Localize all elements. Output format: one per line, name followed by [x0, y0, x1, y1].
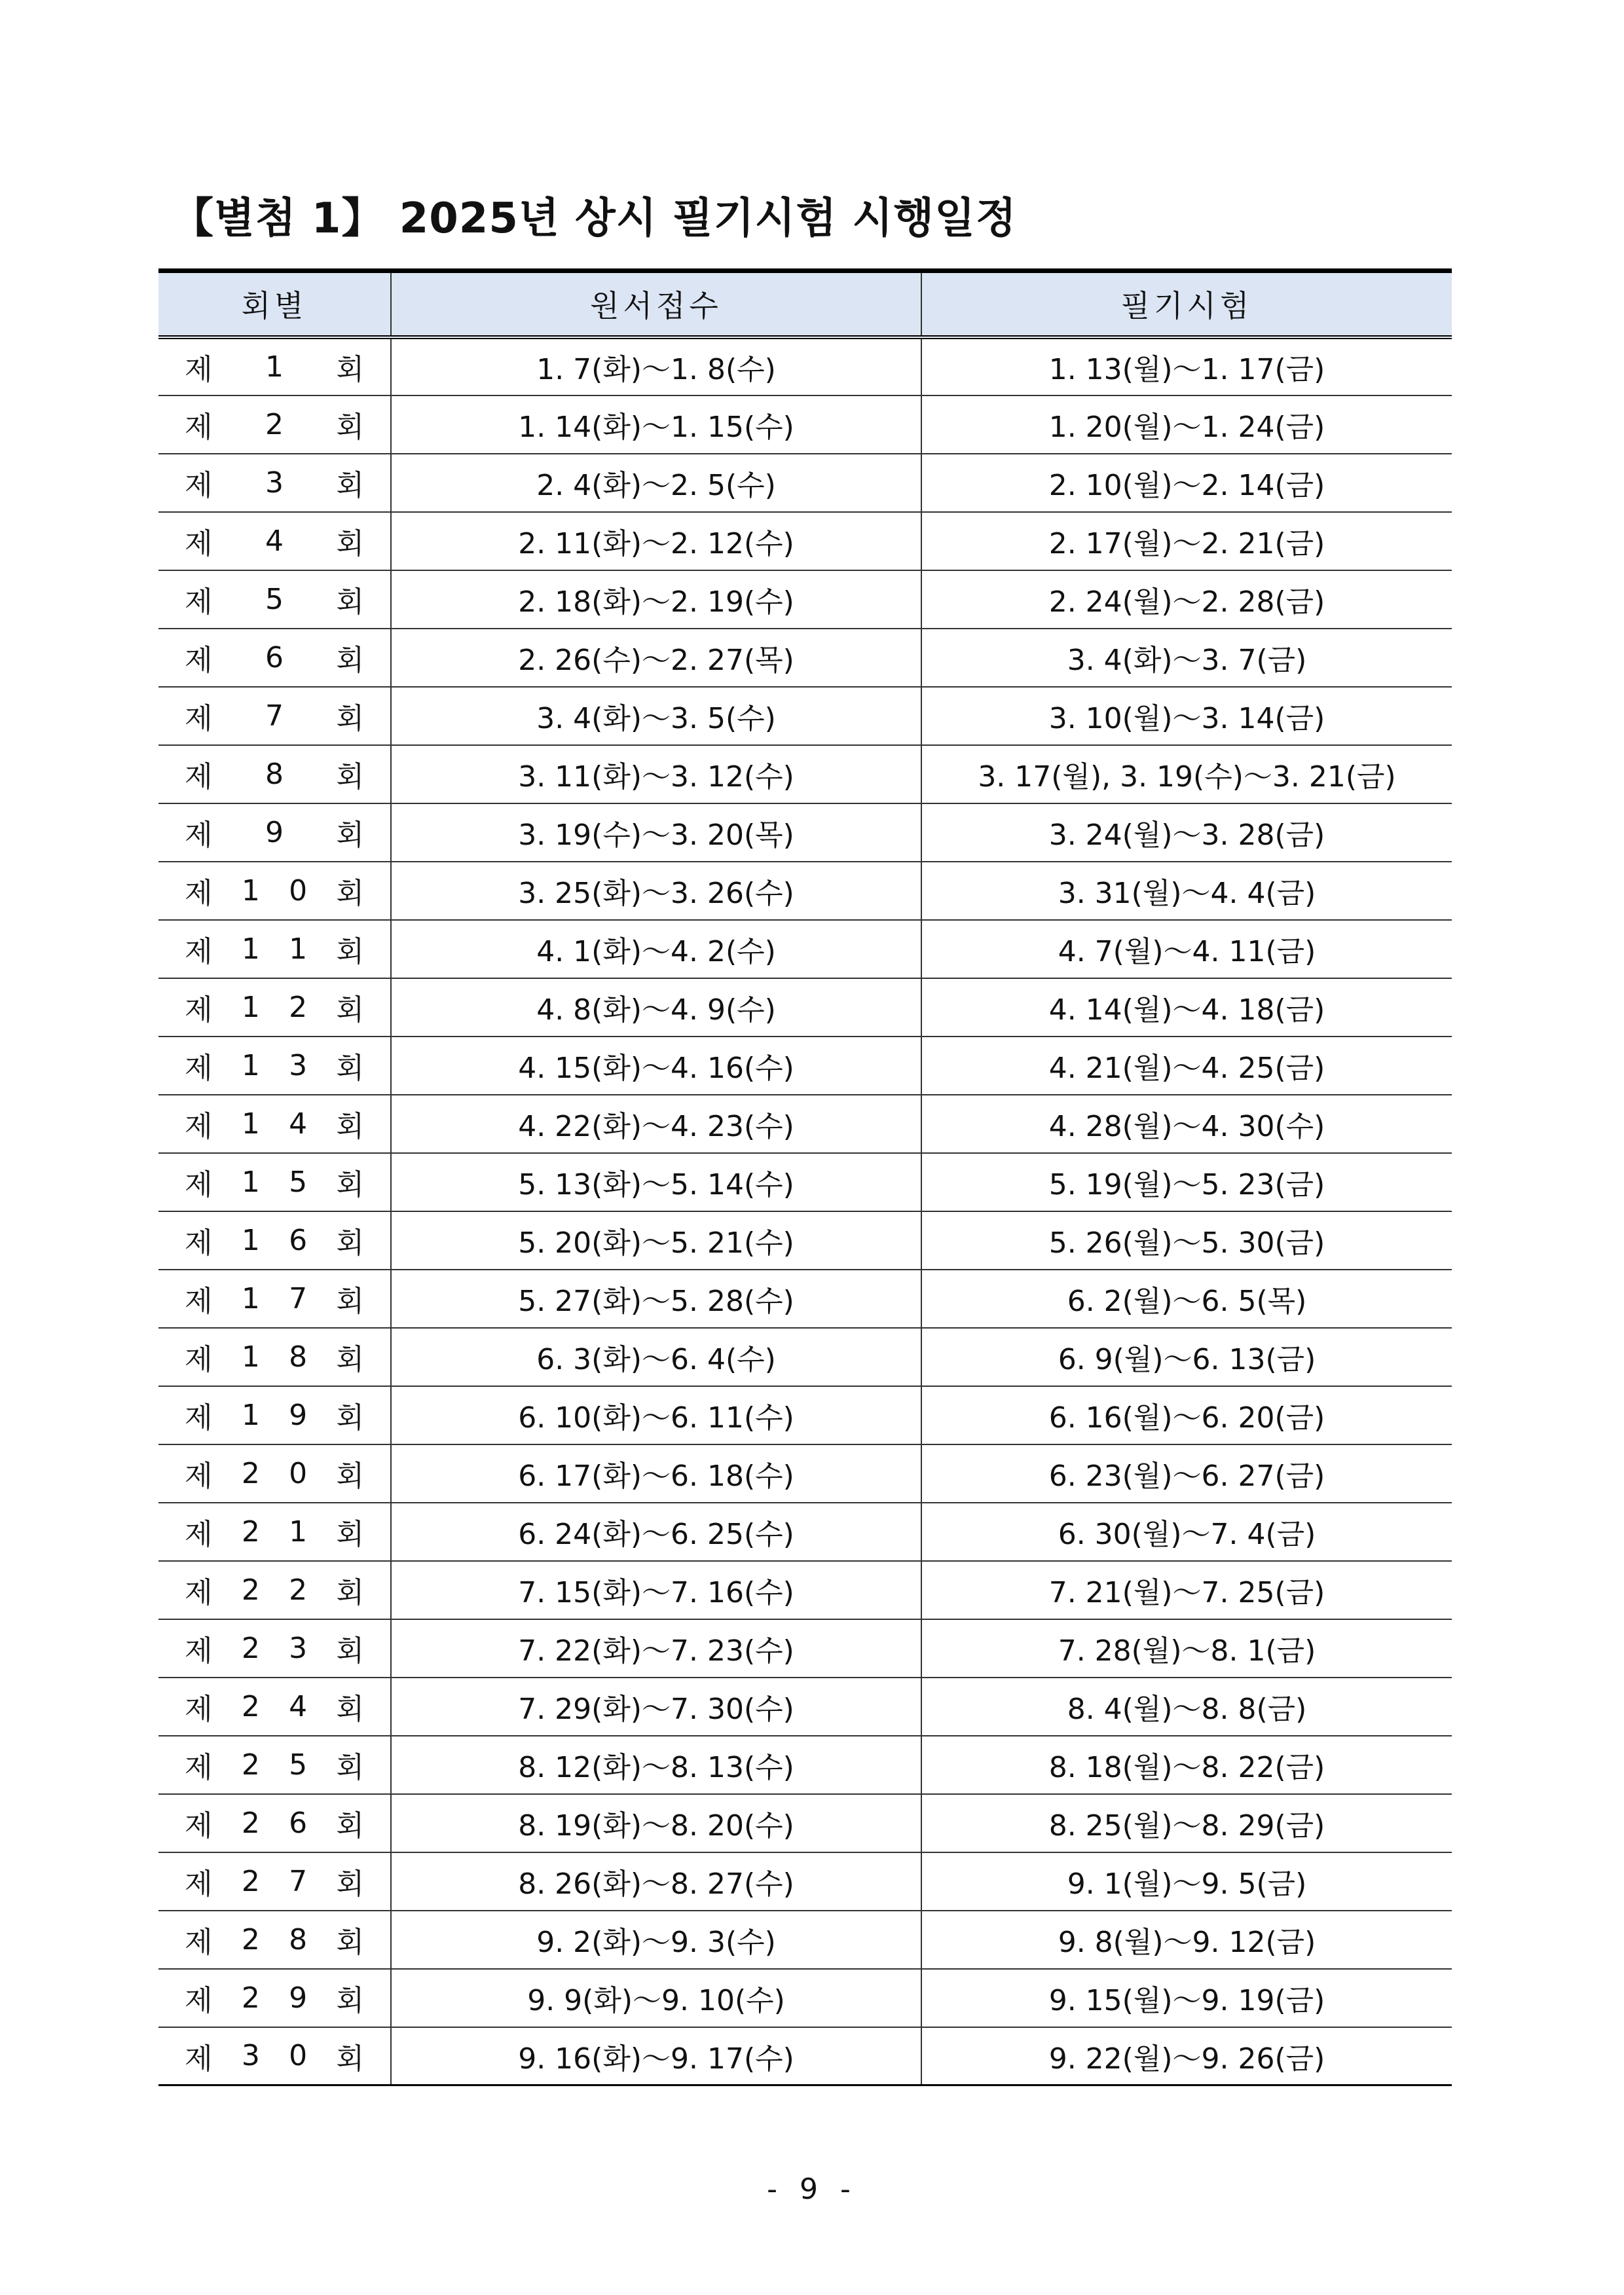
table-row	[158, 1211, 1452, 1270]
round-label	[185, 1802, 364, 1844]
round-char: 회	[336, 818, 364, 852]
round-label	[185, 1744, 364, 1786]
round-char: 회	[336, 1052, 364, 1085]
round-cell	[158, 1678, 391, 1736]
application-period: 4. 1(화)～4. 2(수)	[391, 920, 921, 978]
round-char: 9	[289, 1981, 308, 2015]
application-period: 6. 17(화)～6. 18(수)	[391, 1444, 921, 1503]
exam-period: 4. 28(월)～4. 30(수)	[921, 1095, 1452, 1153]
round-char: 회	[336, 469, 364, 502]
round-char: 회	[336, 411, 364, 444]
round-char: 1	[241, 1281, 260, 1315]
round-char: 회	[336, 1460, 364, 1493]
round-char: 2	[241, 1689, 260, 1723]
application-period: 4. 8(화)～4. 9(수)	[391, 978, 921, 1037]
table-row	[158, 2027, 1452, 2085]
exam-period: 5. 26(월)～5. 30(금)	[921, 1211, 1452, 1270]
application-period: 2. 18(화)～2. 19(수)	[391, 570, 921, 629]
round-cell	[158, 803, 391, 862]
round-char: 제	[185, 818, 213, 852]
page-number: - 9 -	[767, 2173, 857, 2206]
round-char: 제	[185, 1693, 213, 1726]
round-cell	[158, 512, 391, 570]
round-char: 회	[336, 1809, 364, 1843]
exam-period: 6. 2(월)～6. 5(목)	[921, 1270, 1452, 1328]
exam-period: 9. 1(월)～9. 5(금)	[921, 1852, 1452, 1911]
round-char: 회	[336, 1693, 364, 1726]
round-char: 제	[185, 1110, 213, 1143]
round-char: 제	[185, 1867, 213, 1901]
round-cell	[158, 1794, 391, 1852]
application-period: 2. 11(화)～2. 12(수)	[391, 512, 921, 570]
round-label	[185, 1977, 364, 2019]
round-char: 회	[336, 935, 364, 968]
exam-period: 3. 4(화)～3. 7(금)	[921, 629, 1452, 687]
round-char: 1	[241, 1223, 260, 1257]
table-row	[158, 1911, 1452, 1969]
table-body	[158, 337, 1452, 2085]
exam-period: 2. 10(월)～2. 14(금)	[921, 454, 1452, 512]
round-char: 제	[185, 877, 213, 910]
exam-period: 9. 15(월)～9. 19(금)	[921, 1969, 1452, 2027]
round-cell	[158, 1153, 391, 1211]
round-char: 회	[336, 1518, 364, 1551]
round-char: 5	[265, 582, 284, 616]
round-label	[185, 1394, 364, 1436]
round-cell	[158, 1386, 391, 1444]
exam-period: 8. 18(월)～8. 22(금)	[921, 1736, 1452, 1794]
round-cell	[158, 1619, 391, 1678]
application-period: 9. 9(화)～9. 10(수)	[391, 1969, 921, 2027]
table-row	[158, 803, 1452, 862]
round-cell	[158, 978, 391, 1037]
round-char: 2	[241, 1922, 260, 1956]
round-char: 2	[241, 1456, 260, 1490]
application-period: 6. 24(화)～6. 25(수)	[391, 1503, 921, 1561]
exam-period: 3. 17(월), 3. 19(수)～3. 21(금)	[921, 745, 1452, 803]
round-label	[185, 1511, 364, 1552]
exam-period: 9. 22(월)～9. 26(금)	[921, 2027, 1452, 2085]
round-label	[185, 636, 364, 678]
application-period: 4. 22(화)～4. 23(수)	[391, 1095, 921, 1153]
round-char: 제	[185, 935, 213, 968]
round-char: 회	[336, 760, 364, 794]
application-period: 3. 4(화)～3. 5(수)	[391, 687, 921, 745]
round-char: 0	[289, 2039, 308, 2073]
round-label	[185, 1569, 364, 1611]
round-char: 제	[185, 1518, 213, 1551]
round-label	[185, 578, 364, 620]
round-label	[185, 1860, 364, 1902]
exam-period: 8. 4(월)～8. 8(금)	[921, 1678, 1452, 1736]
header-exam: 필기시험	[921, 271, 1452, 337]
round-char: 회	[336, 1984, 364, 2017]
application-period: 3. 19(수)～3. 20(목)	[391, 803, 921, 862]
round-label	[185, 346, 364, 388]
round-char: 제	[185, 411, 213, 444]
header-round: 회별	[158, 271, 391, 337]
exam-period: 6. 23(월)～6. 27(금)	[921, 1444, 1452, 1503]
round-label	[185, 695, 364, 737]
round-char: 회	[336, 993, 364, 1027]
table-row	[158, 745, 1452, 803]
round-cell	[158, 1270, 391, 1328]
round-label	[185, 1336, 364, 1378]
round-label	[185, 1161, 364, 1203]
round-cell	[158, 570, 391, 629]
table-row	[158, 1678, 1452, 1736]
table-row	[158, 1736, 1452, 1794]
round-char: 제	[185, 1401, 213, 1435]
round-char: 회	[336, 1110, 364, 1143]
exam-period: 6. 30(월)～7. 4(금)	[921, 1503, 1452, 1561]
table-row	[158, 862, 1452, 920]
round-char: 8	[289, 1922, 308, 1956]
exam-period: 3. 10(월)～3. 14(금)	[921, 687, 1452, 745]
round-char: 회	[336, 1285, 364, 1318]
exam-period: 2. 17(월)～2. 21(금)	[921, 512, 1452, 570]
application-period: 4. 15(화)～4. 16(수)	[391, 1037, 921, 1095]
exam-period: 9. 8(월)～9. 12(금)	[921, 1911, 1452, 1969]
round-label	[185, 870, 364, 911]
round-cell	[158, 1503, 391, 1561]
round-char: 2	[241, 1748, 260, 1782]
round-char: 제	[185, 1576, 213, 1609]
table-row	[158, 454, 1452, 512]
round-char: 0	[289, 1456, 308, 1490]
table-row	[158, 1852, 1452, 1911]
table-row	[158, 1969, 1452, 2027]
round-label	[185, 1044, 364, 1086]
application-period: 2. 4(화)～2. 5(수)	[391, 454, 921, 512]
application-period: 8. 26(화)～8. 27(수)	[391, 1852, 921, 1911]
round-char: 1	[265, 350, 284, 384]
application-period: 3. 25(화)～3. 26(수)	[391, 862, 921, 920]
round-label	[185, 1452, 364, 1494]
round-char: 제	[185, 1984, 213, 2017]
round-cell	[158, 862, 391, 920]
application-period: 9. 2(화)～9. 3(수)	[391, 1911, 921, 1969]
round-label	[185, 1103, 364, 1145]
table-row	[158, 629, 1452, 687]
round-char: 회	[336, 1226, 364, 1260]
round-char: 6	[289, 1806, 308, 1840]
round-char: 2	[241, 1573, 260, 1607]
round-char: 회	[336, 702, 364, 735]
round-char: 2	[289, 990, 308, 1024]
round-char: 회	[336, 1343, 364, 1376]
round-char: 제	[185, 1809, 213, 1843]
round-label	[185, 1685, 364, 1727]
round-char: 제	[185, 1460, 213, 1493]
table-row	[158, 1153, 1452, 1211]
application-period: 6. 10(화)～6. 11(수)	[391, 1386, 921, 1444]
round-cell	[158, 687, 391, 745]
round-char: 회	[336, 1401, 364, 1435]
round-char: 제	[185, 585, 213, 619]
table-row	[158, 687, 1452, 745]
round-char: 3	[289, 1048, 308, 1082]
application-period: 2. 26(수)～2. 27(목)	[391, 629, 921, 687]
round-char: 제	[185, 2042, 213, 2076]
header-application: 원서접수	[391, 271, 921, 337]
exam-period: 2. 24(월)～2. 28(금)	[921, 570, 1452, 629]
round-cell	[158, 1211, 391, 1270]
round-label	[185, 753, 364, 795]
round-char: 회	[336, 353, 364, 386]
round-char: 제	[185, 760, 213, 794]
round-char: 1	[289, 932, 308, 966]
round-cell	[158, 1852, 391, 1911]
round-char: 2	[241, 1806, 260, 1840]
round-cell	[158, 2027, 391, 2085]
round-char: 2	[265, 407, 284, 441]
round-char: 1	[241, 1340, 260, 1374]
exam-period: 3. 24(월)～3. 28(금)	[921, 803, 1452, 862]
table-row	[158, 1619, 1452, 1678]
table-row	[158, 1444, 1452, 1503]
round-cell	[158, 395, 391, 454]
round-char: 제	[185, 1343, 213, 1376]
application-period: 8. 12(화)～8. 13(수)	[391, 1736, 921, 1794]
round-char: 5	[289, 1165, 308, 1199]
round-char: 1	[289, 1515, 308, 1549]
round-char: 회	[336, 1576, 364, 1609]
round-char: 7	[289, 1864, 308, 1898]
round-char: 회	[336, 1751, 364, 1784]
exam-period: 4. 21(월)～4. 25(금)	[921, 1037, 1452, 1095]
round-char: 2	[241, 1864, 260, 1898]
round-char: 0	[289, 873, 308, 908]
table-row	[158, 1270, 1452, 1328]
table-row	[158, 920, 1452, 978]
table-row	[158, 395, 1452, 454]
round-label	[185, 403, 364, 445]
round-char: 회	[336, 527, 364, 560]
round-cell	[158, 454, 391, 512]
round-char: 제	[185, 1634, 213, 1668]
table-row	[158, 1503, 1452, 1561]
round-cell	[158, 1095, 391, 1153]
round-cell	[158, 1736, 391, 1794]
exam-period: 6. 16(월)～6. 20(금)	[921, 1386, 1452, 1444]
application-period: 1. 7(화)～1. 8(수)	[391, 337, 921, 395]
round-char: 제	[185, 1168, 213, 1202]
round-char: 회	[336, 2042, 364, 2076]
round-char: 7	[265, 699, 284, 733]
exam-period: 4. 7(월)～4. 11(금)	[921, 920, 1452, 978]
round-char: 회	[336, 585, 364, 619]
application-period: 7. 29(화)～7. 30(수)	[391, 1678, 921, 1736]
table-header-row	[158, 271, 1452, 337]
round-cell	[158, 1911, 391, 1969]
round-char: 회	[336, 877, 364, 910]
round-char: 1	[241, 873, 260, 908]
round-cell	[158, 1328, 391, 1386]
round-char: 회	[336, 1634, 364, 1668]
round-label	[185, 2035, 364, 2077]
exam-period: 1. 13(월)～1. 17(금)	[921, 337, 1452, 395]
round-char: 1	[241, 1107, 260, 1141]
round-label	[185, 811, 364, 853]
exam-period: 4. 14(월)～4. 18(금)	[921, 978, 1452, 1037]
round-label	[185, 1277, 364, 1319]
exam-period: 8. 25(월)～8. 29(금)	[921, 1794, 1452, 1852]
table-row	[158, 1386, 1452, 1444]
application-period: 5. 20(화)～5. 21(수)	[391, 1211, 921, 1270]
table-row	[158, 978, 1452, 1037]
exam-period: 7. 28(월)～8. 1(금)	[921, 1619, 1452, 1678]
application-period: 6. 3(화)～6. 4(수)	[391, 1328, 921, 1386]
exam-period: 6. 9(월)～6. 13(금)	[921, 1328, 1452, 1386]
table-row	[158, 337, 1452, 395]
round-char: 2	[241, 1631, 260, 1665]
application-period: 1. 14(화)～1. 15(수)	[391, 395, 921, 454]
application-period: 5. 13(화)～5. 14(수)	[391, 1153, 921, 1211]
round-char: 9	[289, 1398, 308, 1432]
round-label	[185, 1919, 364, 1960]
round-char: 제	[185, 527, 213, 560]
round-char: 5	[289, 1748, 308, 1782]
table-row	[158, 1561, 1452, 1619]
exam-period: 5. 19(월)～5. 23(금)	[921, 1153, 1452, 1211]
application-period: 9. 16(화)～9. 17(수)	[391, 2027, 921, 2085]
round-char: 1	[241, 990, 260, 1024]
round-cell	[158, 1561, 391, 1619]
table-row	[158, 570, 1452, 629]
round-char: 8	[265, 757, 284, 791]
round-char: 제	[185, 1751, 213, 1784]
round-char: 6	[265, 640, 284, 674]
round-char: 3	[241, 2039, 260, 2073]
table-row	[158, 1794, 1452, 1852]
exam-period: 1. 20(월)～1. 24(금)	[921, 395, 1452, 454]
round-char: 4	[289, 1689, 308, 1723]
round-char: 제	[185, 1226, 213, 1260]
round-char: 2	[241, 1981, 260, 2015]
round-char: 회	[336, 644, 364, 677]
round-char: 1	[241, 1165, 260, 1199]
round-label	[185, 928, 364, 970]
round-char: 2	[289, 1573, 308, 1607]
round-char: 3	[265, 466, 284, 500]
table-row	[158, 512, 1452, 570]
round-char: 4	[265, 524, 284, 558]
round-cell	[158, 337, 391, 395]
round-char: 제	[185, 993, 213, 1027]
round-char: 제	[185, 1052, 213, 1085]
page-title: 【별첨 1】 2025년 상시 필기시험 시행일정	[172, 194, 1017, 243]
round-cell	[158, 1444, 391, 1503]
round-cell	[158, 1037, 391, 1095]
round-cell	[158, 1969, 391, 2027]
round-cell	[158, 920, 391, 978]
round-char: 제	[185, 353, 213, 386]
round-char: 제	[185, 469, 213, 502]
application-period: 7. 22(화)～7. 23(수)	[391, 1619, 921, 1678]
round-char: 6	[289, 1223, 308, 1257]
round-char: 제	[185, 644, 213, 677]
round-cell	[158, 745, 391, 803]
round-label	[185, 986, 364, 1028]
round-char: 1	[241, 932, 260, 966]
round-char: 7	[289, 1281, 308, 1315]
exam-period: 3. 31(월)～4. 4(금)	[921, 862, 1452, 920]
application-period: 7. 15(화)～7. 16(수)	[391, 1561, 921, 1619]
round-char: 4	[289, 1107, 308, 1141]
table-row	[158, 1328, 1452, 1386]
round-char: 제	[185, 702, 213, 735]
round-char: 제	[185, 1926, 213, 1959]
round-char: 회	[336, 1926, 364, 1959]
round-char: 3	[289, 1631, 308, 1665]
round-char: 1	[241, 1398, 260, 1432]
round-char: 회	[336, 1867, 364, 1901]
exam-period: 7. 21(월)～7. 25(금)	[921, 1561, 1452, 1619]
round-label	[185, 1219, 364, 1261]
round-label	[185, 520, 364, 562]
round-char: 1	[241, 1048, 260, 1082]
round-label	[185, 462, 364, 504]
round-char: 2	[241, 1515, 260, 1549]
table-row	[158, 1037, 1452, 1095]
application-period: 8. 19(화)～8. 20(수)	[391, 1794, 921, 1852]
round-cell	[158, 629, 391, 687]
application-period: 3. 11(화)～3. 12(수)	[391, 745, 921, 803]
exam-schedule-table	[158, 268, 1452, 2086]
round-char: 제	[185, 1285, 213, 1318]
round-char: 9	[265, 815, 284, 849]
round-label	[185, 1627, 364, 1669]
round-char: 회	[336, 1168, 364, 1202]
round-char: 8	[289, 1340, 308, 1374]
application-period: 5. 27(화)～5. 28(수)	[391, 1270, 921, 1328]
table-row	[158, 1095, 1452, 1153]
